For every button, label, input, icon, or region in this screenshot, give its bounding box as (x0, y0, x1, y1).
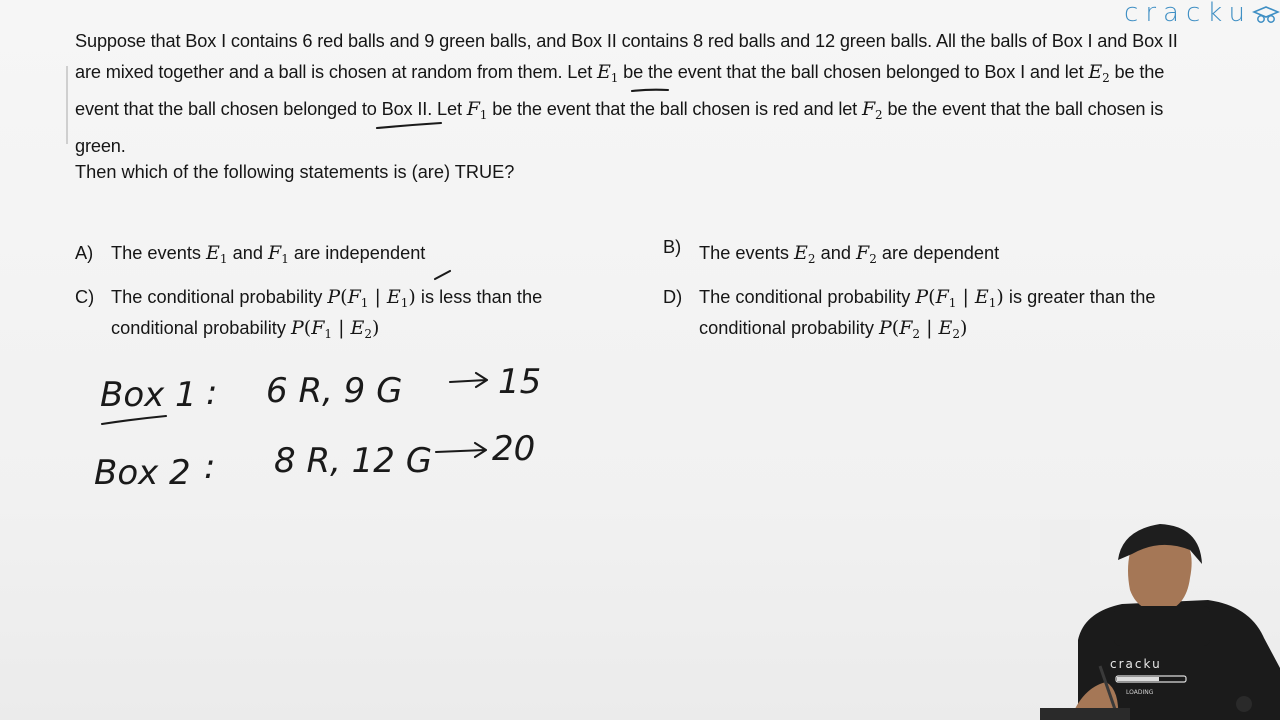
ink-tick-option-c (435, 271, 450, 279)
note-box2-contents: 8 R, 12 G (274, 441, 433, 481)
drawing-tablet (1040, 708, 1130, 720)
presenter-shirt-bar-fill (1117, 677, 1159, 681)
wristwatch-icon (1236, 696, 1252, 712)
option-c-text-line-1: The conditional probability $P(F_1$ | $E_1$) is less than the (111, 286, 543, 310)
ink-arrow-box1 (450, 373, 487, 387)
presenter-collar (1114, 606, 1210, 646)
presenter-video (1040, 520, 1280, 720)
question-line-3: event that the ball chosen belonged to Box II. Let $F_1$ be the event that the ball chosen is red and let $F_2$ be the event that the ball chosen is (75, 98, 1164, 122)
option-b-letter: B) (663, 237, 682, 257)
option-d-text-line-2: conditional probability $P(F_2$ | $E_2$) (699, 317, 968, 341)
question-line-2: are mixed together and a ball is chosen at random from them. Let $E_1$ be the event that the ball chosen belonged to Box I and let $E_2$ be the (75, 61, 1165, 85)
ink-underline-box1 (102, 416, 166, 424)
presenter-shirt-logo: cracku (1110, 657, 1162, 671)
option-a-text: The events $E_1$ and $F_1$ are independent (111, 242, 426, 266)
note-box1-total: 15 (498, 362, 542, 402)
presenter-shirt-text: LOADING (1126, 689, 1154, 696)
margin-rule (66, 66, 68, 144)
option-d[interactable] (663, 282, 1243, 346)
option-d-text-line-1: The conditional probability $P(F_1$ | $E_1$) is greater than the (699, 286, 1156, 310)
question-line-4: green. (75, 136, 126, 156)
option-c-text-line-2: conditional probability $P(F_1$ | $E_2$) (111, 317, 380, 341)
question-prompt: Then which of the following statements is (are) TRUE? (75, 162, 515, 182)
brand-name: cracku (1124, 0, 1252, 28)
faded-watermark (1040, 520, 1090, 590)
option-a-letter: A) (75, 243, 94, 263)
graduation-cap-icon (1252, 4, 1280, 26)
option-b-text: The events $E_2$ and $F_2$ are dependent (699, 242, 1000, 266)
brand-logo (1124, 0, 1252, 28)
note-box2-total: 20 (492, 429, 536, 469)
option-d-letter: D) (663, 287, 683, 307)
option-c-letter: C) (75, 287, 95, 307)
note-box2-label: Box 2 (94, 453, 191, 493)
option-c[interactable] (75, 282, 635, 346)
ink-arrow-box2 (436, 443, 486, 457)
note-box1-colon: : (206, 373, 218, 413)
note-box1-contents: 6 R, 9 G (266, 371, 403, 411)
note-box1-label: Box 1 (100, 375, 197, 415)
question-line-1: Suppose that Box I contains 6 red balls and 9 green balls, and Box II contains 8 red balls and 12 green balls. All the balls of Box I and Box II (75, 31, 1178, 51)
question-text (75, 26, 1250, 162)
note-box2-colon: : (204, 447, 216, 487)
